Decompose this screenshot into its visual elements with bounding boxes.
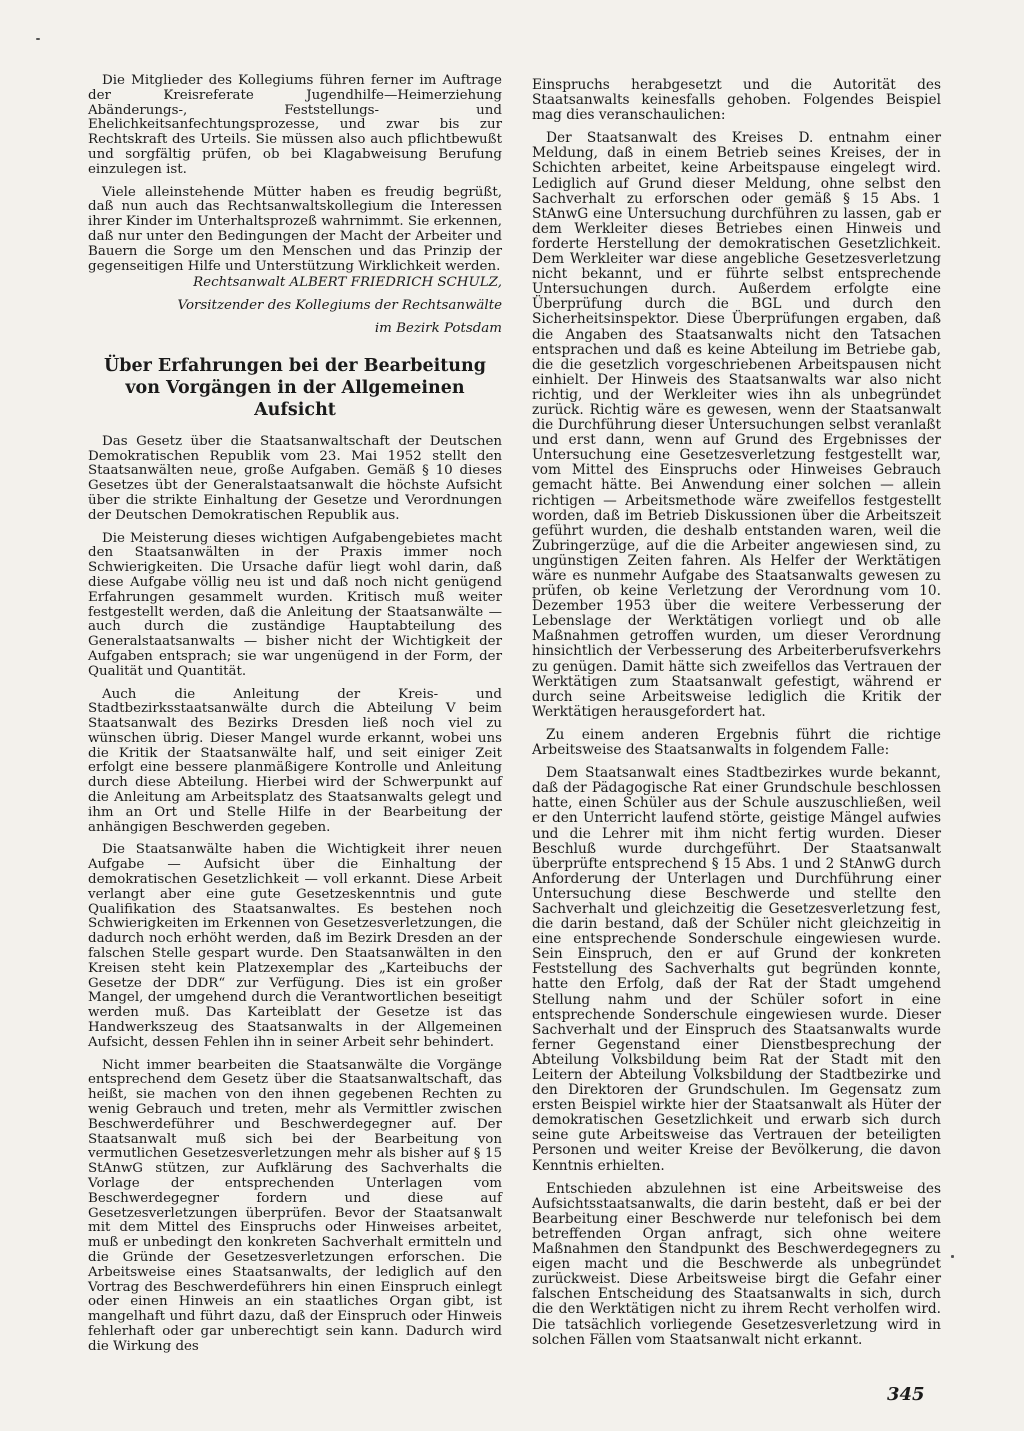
- paragraph: Dem Staatsanwalt eines Stadtbezirkes wurde bekannt, daß der Pädagogische Rat einer Grundschule beschlossen hatte, einen Schüler aus der Schule auszuschließen, weil er den Unterricht laufend störte, geistige Mängel aufwies und die Lehrer mit ihm nicht fertig wurden. Dieser Beschluß wurde durchgeführt. Der Staatsanwalt überprüfte entsprechend § 15 Abs. 1 und 2 StAnwG durch Anforderung der Unterlagen und Durchführung einer Untersuchung diese Beschwerde und stellte den Sachverhalt und gleichzeitig die Gesetzesverletzung fest, die darin bestand, daß der Schüler nicht gleichzeitig in eine entsprechende Sonderschule eingewiesen wurde. Sein Einspruch, den er auf Grund der konkreten Feststellung des Sachverhalts gut begründen konnte, hatte den Erfolg, daß der Rat der Stadt umgehend Stellung nahm und der Schüler sofort in eine entsprechende Sonderschule eingewiesen wurde. Dieser Sachverhalt und der Einspruch des Staatsanwalts wurde ferner Gegenstand einer Dienstbesprechung der Abteilung Volksbildung beim Rat der Stadt mit den Leitern der Abteilung Volksbildung der Stadtbezirke und den Direktoren der Grundschulen. Im Gegensatz zum ersten Beispiel wirkte hier der Staatsanwalt als Hüter der demokratischen Gesetzlichkeit und erwarb sich durch seine gute Arbeitsweise das Vertrauen der beteiligten Personen und weiter Kreise der Bevölkerung, die davon Kenntnis erhielten.: [532, 765, 941, 1174]
- paragraph: Entschieden abzulehnen ist eine Arbeitsweise des Aufsichtsstaatsanwalts, die darin besteht, daß er bei der Bearbeitung einer Beschwerde nur telefonisch bei dem betreffenden Organ anfragt, sich ohne weitere Maßnahmen den Standpunkt des Beschwerdegegners zu eigen macht und die Beschwerde als unbegründet zurückweist. Diese Arbeitsweise birgt die Gefahr einer falschen Entscheidung des Staatsanwalts in sich, durch die den Werktätigen nicht zu ihrem Recht verholfen wird. Die tatsächlich vorliegende Gesetzesverletzung wird in solchen Fällen vom Staatsanwalt nicht erkannt.: [532, 1180, 941, 1348]
- paragraph: Die Meisterung dieses wichtigen Aufgabengebietes macht den Staatsanwälten in der Praxis immer noch Schwierigkeiten. Die Ursache dafür liegt wohl darin, daß diese Aufgabe völlig neu ist und daß noch nicht genügend Erfahrungen gesammelt wurden. Kritisch muß weiter festgestellt werden, daß die Anleitung der Staatsanwälte — auch durch die zuständige Hauptabteilung des Generalstaatsanwalts — bisher nicht der Wichtigkeit der Aufgaben entsprach; sie war ungenügend in der Form, der Qualität und Quantität.: [88, 530, 502, 679]
- paragraph: Einspruchs herabgesetzt und die Autorität des Staatsanwalts keinesfalls gehoben. Folgendes Beispiel mag dies veranschaulichen:: [532, 77, 941, 124]
- paragraph: Das Gesetz über die Staatsanwaltschaft der Deutschen Demokratischen Republik vom 23. Mai 1952 stellt den Staatsanwälten neue, große Aufgaben. Gemäß § 10 dieses Gesetzes übt der Generalstaatsanwalt die höchste Aufsicht über die strikte Einhaltung der Gesetze und Verordnungen der Deutschen Demokratischen Republik aus.: [88, 433, 502, 523]
- paragraph: Der Staatsanwalt des Kreises D. entnahm einer Meldung, daß in einem Betrieb seines Kreises, der in Schichten arbeitet, keine Arbeitspause eingelegt wird. Lediglich auf Grund dieser Meldung, ohne selbst den Sachverhalt zu erforschen oder gemäß § 15 Abs. 1 StAnwG eine Untersuchung durchführen zu lassen, gab er dem Werkleiter dieses Betriebes einen Hinweis und forderte Herstellung der demokratischen Gesetzlichkeit. Dem Werkleiter war diese angebliche Gesetzesverletzung nicht bekannt, und er führte selbst entsprechende Untersuchungen durch. Außerdem erfolgte eine Überprüfung durch die BGL und durch den Sicherheitsinspektor. Diese Überprüfungen ergaben, daß die Angaben des Staatsanwalts nicht den Tatsachen entsprachen und daß es keine Abteilung im Betriebe gab, die die gesetzlich vorgeschriebenen Arbeitspausen nicht einhielt. Der Hinweis des Staatsanwalts war also nicht richtig, und der Werkleiter wies ihn als unbegründet zurück. Richtig wäre es gewesen, wenn der Staatsanwalt die Durchführung dieser Untersuchungen selbst veranlaßt und erst dann, wenn auf Grund des Ergebnisses der Untersuchung eine Gesetzesverletzung festgestellt war, vom Mittel des Einspruchs oder Hinweises Gebrauch gemacht hätte. Bei Anwendung einer solchen — allein richtigen — Arbeitsmethode wäre zweifellos festgestellt worden, daß im Betrieb Diskussionen über die Arbeitszeit geführt wurden, die deshalb entstanden waren, weil die Zubringerzüge, auf die die Arbeiter angewiesen sind, zu ungünstigen Zeiten fahren. Als Helfer der Werktätigen wäre es nunmehr Aufgabe des Staatsanwalts gewesen zu prüfen, ob keine Verletzung der Verordnung vom 10. Dezember 1953 über die weitere Verbesserung der Lebenslage der Werktätigen vorliegt und ob alle Maßnahmen getroffen wurden, um dieser Verordnung hinsichtlich der Verbesserung des Arbeiterberufsverkehrs zu genügen. Damit hätte sich zweifellos das Vertrauen der Werktätigen zum Staatsanwalt gefestigt, während er durch seine Arbeitsweise lediglich die Kritik der Werktätigen herausgefordert hat.: [532, 130, 941, 720]
- print-speck: [36, 38, 40, 40]
- signature-name: Rechtsanwalt ALBERT FRIEDRICH SCHULZ,: [193, 275, 502, 291]
- print-speck: [951, 1255, 954, 1258]
- paragraph: Zu einem anderen Ergebnis führt die richtige Arbeitsweise des Staatsanwalts in folgendem Falle:: [532, 726, 941, 759]
- paragraph: Die Staatsanwälte haben die Wichtigkeit ihrer neuen Aufgabe — Aufsicht über die Einhaltung der demokratischen Gesetzlichkeit — voll erkannt. Diese Arbeit verlangt aber eine gute Gesetzeskenntnis und gute Qualifikation des Staatsanwaltes. Es bestehen noch Schwierigkeiten im Erkennen von Gesetzesverletzungen, die dadurch noch erhöht werden, daß im Bezirk Dresden an der falschen Stelle gespart wurde. Den Staatsanwälten in den Kreisen steht kein Platzexemplar des „Karteibuchs der Gesetze der DDR“ zur Verfügung. Dies ist ein großer Mangel, der umgehend durch die Verantwortlichen beseitigt werden muß. Das Karteiblatt der Gesetze ist das Handwerkszeug des Staatsanwalts in der Allgemeinen Aufsicht, dessen Fehlen ihn in seiner Arbeit sehr behindert.: [88, 842, 502, 1050]
- article-title-line: Über Erfahrungen bei der Bearbeitung: [103, 355, 486, 376]
- article-title-line: von Vorgängen in der Allgemeinen Aufsicht: [125, 377, 465, 420]
- paragraph: Nicht immer bearbeiten die Staatsanwälte die Vorgänge entsprechend dem Gesetz über die Staatsanwaltschaft, das heißt, sie machen von den ihnen gegebenen Rechten zu wenig Gebrauch und treten, mehr als Vermittler zwischen Beschwerdeführer und Beschwerdegegner auf. Der Staatsanwalt muß sich bei der Bearbeitung von vermutlichen Gesetzesverletzungen mehr als bisher auf § 15 StAnwG stützen, zur Aufklärung des Sachverhalts die Vorlage der entsprechenden Unterlagen vom Beschwerdegegner fordern und diese auf Gesetzesverletzungen überprüfen. Bevor der Staatsanwalt mit dem Mittel des Einspruchs oder Hinweises arbeitet, muß er unbedingt den konkreten Sachverhalt ermitteln und die Gründe der Gesetzesverletzungen erforschen. Die Arbeitsweise eines Staatsanwalts, der lediglich auf den Vortrag des Beschwerdeführers hin einen Einspruch einlegt oder einen Hinweis an ein staatliches Organ gibt, ist mangelhaft und führt dazu, daß der Einspruch oder Hinweis fehlerhaft oder gar unberechtigt sein kann. Dadurch wird die Wirkung des: [88, 1057, 502, 1354]
- signature-block: [88, 276, 502, 336]
- signature-location: im Bezirk Potsdam: [374, 320, 502, 336]
- article-title: [88, 355, 502, 421]
- page-number: 345: [887, 1384, 925, 1405]
- right-column: [532, 78, 941, 1356]
- left-column: [88, 74, 502, 1363]
- paragraph: Viele alleinstehende Mütter haben es freudig begrüßt, daß nun auch das Rechtsanwaltskollegium die Interessen ihrer Kinder im Unterhaltsprozeß wahrnimmt. Sie erkennen, daß nur unter den Bedingungen der Macht der Arbeiter und Bauern die Sorge um den Menschen und das Prinzip der gegenseitigen Hilfe und Unterstützung Wirklichkeit werden.: [88, 184, 502, 274]
- paragraph: Auch die Anleitung der Kreis- und Stadtbezirksstaatsanwälte durch die Abteilung V beim Staatsanwalt des Bezirks Dresden ließ noch viel zu wünschen übrig. Dieser Mangel wurde erkannt, wobei uns die Kritik der Staatsanwälte half, und seit einiger Zeit erfolgt eine bessere planmäßigere Kontrolle und Anleitung durch diese Abteilung. Hierbei wird der Schwerpunkt auf die Anleitung am Arbeitsplatz des Staatsanwalts gelegt und ihm an Ort und Stelle Hilfe in der Bearbeitung der anhängigen Beschwerden gegeben.: [88, 686, 502, 835]
- paragraph: Die Mitglieder des Kollegiums führen ferner im Auftrage der Kreisreferate Jugendhilfe—Heimerziehung Abänderungs-, Feststellungs- und Ehelichkeitsanfechtungsprozesse, und zwar bis zur Rechtskraft des Urteils. Sie müssen also auch pflichtbewußt und sorgfältig prüfen, ob bei Klagabweisung Berufung einzulegen ist.: [88, 73, 502, 177]
- signature-role: Vorsitzender des Kollegiums der Rechtsanwälte: [177, 298, 502, 314]
